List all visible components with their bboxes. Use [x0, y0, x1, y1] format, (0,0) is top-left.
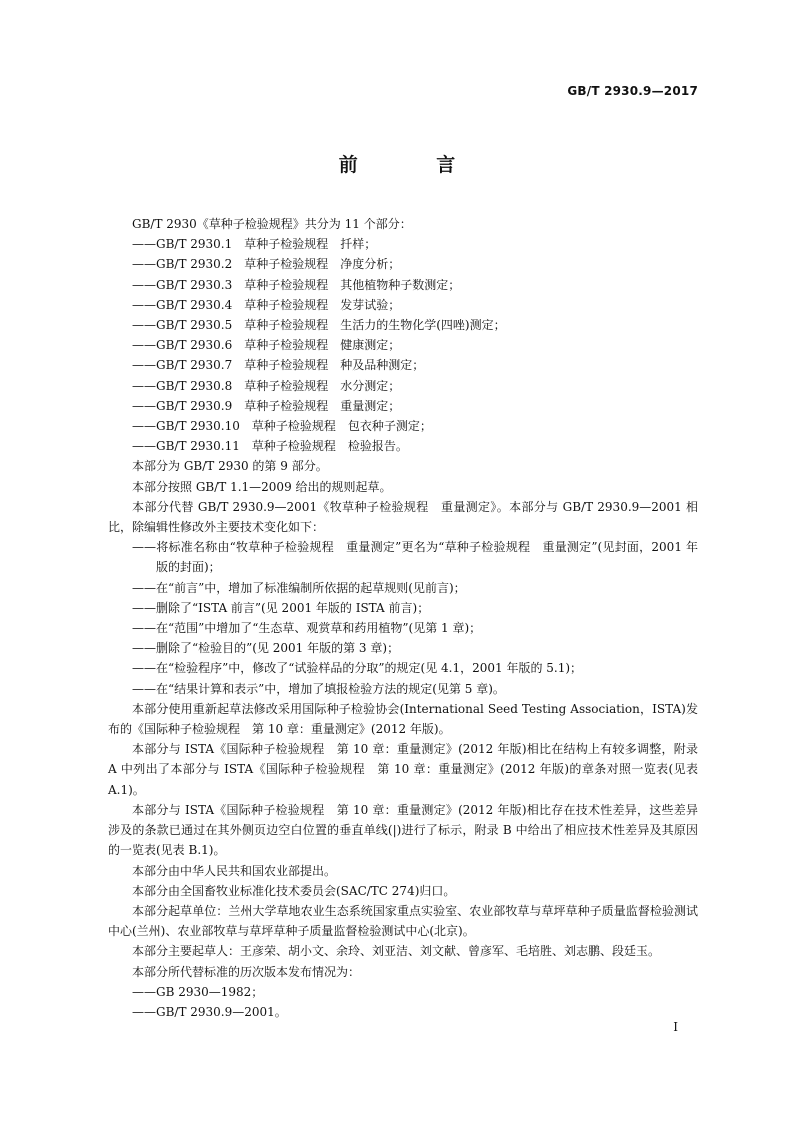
- dash-mark: ——: [132, 358, 156, 373]
- dash-mark: ——: [132, 277, 156, 292]
- standard-code: GB/T 2930.9—2017: [567, 84, 698, 98]
- part-list-item: [108, 295, 698, 315]
- dash-mark: ——: [132, 297, 156, 312]
- dash-mark: ——: [132, 338, 156, 353]
- dash-mark: ——: [132, 378, 156, 393]
- history-list-item: [108, 982, 698, 1002]
- change-list-item: [108, 537, 698, 577]
- proposed-by-paragraph: 本部分由中华人民共和国农业部提出。: [132, 863, 337, 878]
- change-text: 在“范围”中增加了“生态草、观赏草和药用植物”(见第 1 章)；: [156, 621, 482, 636]
- history-paragraph: 本部分所代替标准的历次版本发布情况为：: [132, 964, 361, 979]
- dash-mark: ——: [132, 661, 156, 676]
- drafters-paragraph: 本部分主要起草人：王彦荣、胡小文、余玲、刘亚洁、刘文献、曾彦军、毛培胜、刘志鹏、段廷玉。: [132, 944, 661, 959]
- part-text: GB/T 2930.5 草种子检验规程 生活力的生物化学(四唑)测定；: [156, 318, 506, 333]
- dash-mark: ——: [132, 681, 156, 696]
- change-list-item: [108, 658, 698, 678]
- dash-mark: ——: [132, 621, 156, 636]
- dash-mark: ——: [132, 580, 156, 595]
- part-text: GB/T 2930.6 草种子检验规程 健康测定；: [156, 338, 401, 353]
- change-text: 删除了“检验目的”(见 2001 年版的第 3 章)；: [156, 641, 400, 656]
- drafting-rule-paragraph: 本部分按照 GB/T 1.1—2009 给出的规则起草。: [132, 479, 392, 494]
- change-text: 在“前言”中，增加了标准编制所依据的起草规则(见前言)；: [156, 580, 466, 595]
- part-list-item: [108, 234, 698, 254]
- part-text: GB/T 2930.4 草种子检验规程 发芽试验；: [156, 297, 401, 312]
- change-text: 在“检验程序”中，修改了“试验样品的分取”的规定(见 4.1，2001 年版的 5.1)；: [156, 661, 583, 676]
- history-text: GB/T 2930.9—2001。: [156, 1004, 287, 1019]
- part-text: GB/T 2930.8 草种子检验规程 水分测定；: [156, 378, 401, 393]
- part-list-item: [108, 275, 698, 295]
- drafting-units-paragraph: 本部分起草单位：兰州大学草地农业生态系统国家重点实验室、农业部牧草与草坪草种子质量监督检验测试中心(兰州)、农业部牧草与草坪草种子质量监督检验测试中心(北京)。: [108, 903, 698, 939]
- change-text: 在“结果计算和表示”中，增加了填报检验方法的规定(见第 5 章)。: [156, 681, 505, 696]
- dash-mark: ——: [132, 641, 156, 656]
- change-list-item: [108, 598, 698, 618]
- part-text: GB/T 2930.3 草种子检验规程 其他植物种子数测定；: [156, 277, 461, 292]
- part-of-paragraph: 本部分为 GB/T 2930 的第 9 部分。: [132, 459, 328, 474]
- dash-mark: ——: [132, 257, 156, 272]
- intro-paragraph: GB/T 2930《草种子检验规程》共分为 11 个部分：: [132, 217, 412, 231]
- dash-mark: ——: [132, 439, 156, 454]
- part-list-item: [108, 355, 698, 375]
- technical-difference-paragraph: 本部分与 ISTA《国际种子检验规程 第 10 章：重量测定》(2012 年版)相比存在技术性差异，这些差异涉及的条款已通过在其外侧页边空白位置的垂直单线(|)进行了标示，附录 B 中给出了相应技术性差异及其原因的一览表(见表 B.1)。: [108, 802, 698, 858]
- change-list-item: [108, 679, 698, 699]
- part-text: GB/T 2930.7 草种子检验规程 种及品种测定；: [156, 358, 425, 373]
- part-list-item: [108, 254, 698, 274]
- part-list-item: [108, 436, 698, 456]
- change-list-item: [108, 578, 698, 598]
- change-text: 删除了“ISTA 前言”(见 2001 年版的 ISTA 前言)；: [156, 600, 430, 615]
- administered-by-paragraph: 本部分由全国畜牧业标准化技术委员会(SAC/TC 274)归口。: [132, 883, 456, 898]
- dash-mark: ——: [132, 398, 156, 413]
- dash-mark: ——: [132, 419, 156, 434]
- part-text: GB/T 2930.1 草种子检验规程 扦样；: [156, 237, 377, 252]
- dash-mark: ——: [132, 237, 156, 252]
- dash-mark: ——: [132, 600, 156, 615]
- dash-mark: ——: [132, 318, 156, 333]
- foreword-body: [108, 214, 698, 1022]
- ista-redraft-paragraph: 本部分使用重新起草法修改采用国际种子检验协会(International Seed Testing Association，ISTA)发布的《国际种子检验规程 第 10 章：重量测定》(2012 年版)。: [108, 701, 698, 737]
- part-text: GB/T 2930.9 草种子检验规程 重量测定；: [156, 398, 401, 413]
- change-list-item: [108, 618, 698, 638]
- dash-mark: ——: [132, 984, 156, 999]
- part-list-item: [108, 376, 698, 396]
- dash-mark: ——: [132, 1004, 156, 1019]
- replaces-paragraph: 本部分代替 GB/T 2930.9—2001《牧草种子检验规程 重量测定》。本部分与 GB/T 2930.9—2001 相比，除编辑性修改外主要技术变化如下：: [108, 499, 698, 535]
- history-text: GB 2930—1982；: [156, 984, 264, 999]
- part-list-item: [108, 315, 698, 335]
- part-list-item: [108, 396, 698, 416]
- part-text: GB/T 2930.2 草种子检验规程 净度分析；: [156, 257, 401, 272]
- part-list-item: [108, 416, 698, 436]
- change-list-item: [108, 638, 698, 658]
- history-list-item: [108, 1002, 698, 1022]
- part-text: GB/T 2930.11 草种子检验规程 检验报告。: [156, 439, 408, 454]
- part-text: GB/T 2930.10 草种子检验规程 包衣种子测定；: [156, 419, 432, 434]
- part-list-item: [108, 335, 698, 355]
- page-number: I: [673, 1020, 678, 1034]
- structure-paragraph: 本部分与 ISTA《国际种子检验规程 第 10 章：重量测定》(2012 年版)相比在结构上有较多调整，附录 A 中列出了本部分与 ISTA《国际种子检验规程 第 10 章：重量测定》(2012 年版)的章条对照一览表(见表 A.1)。: [108, 742, 698, 797]
- change-text: 将标准名称由“牧草种子检验规程 重量测定”更名为“草种子检验规程 重量测定”(见封面，2001 年版的封面)；: [156, 540, 698, 575]
- page-title: 前 言: [338, 154, 492, 176]
- dash-mark: ——: [132, 540, 156, 555]
